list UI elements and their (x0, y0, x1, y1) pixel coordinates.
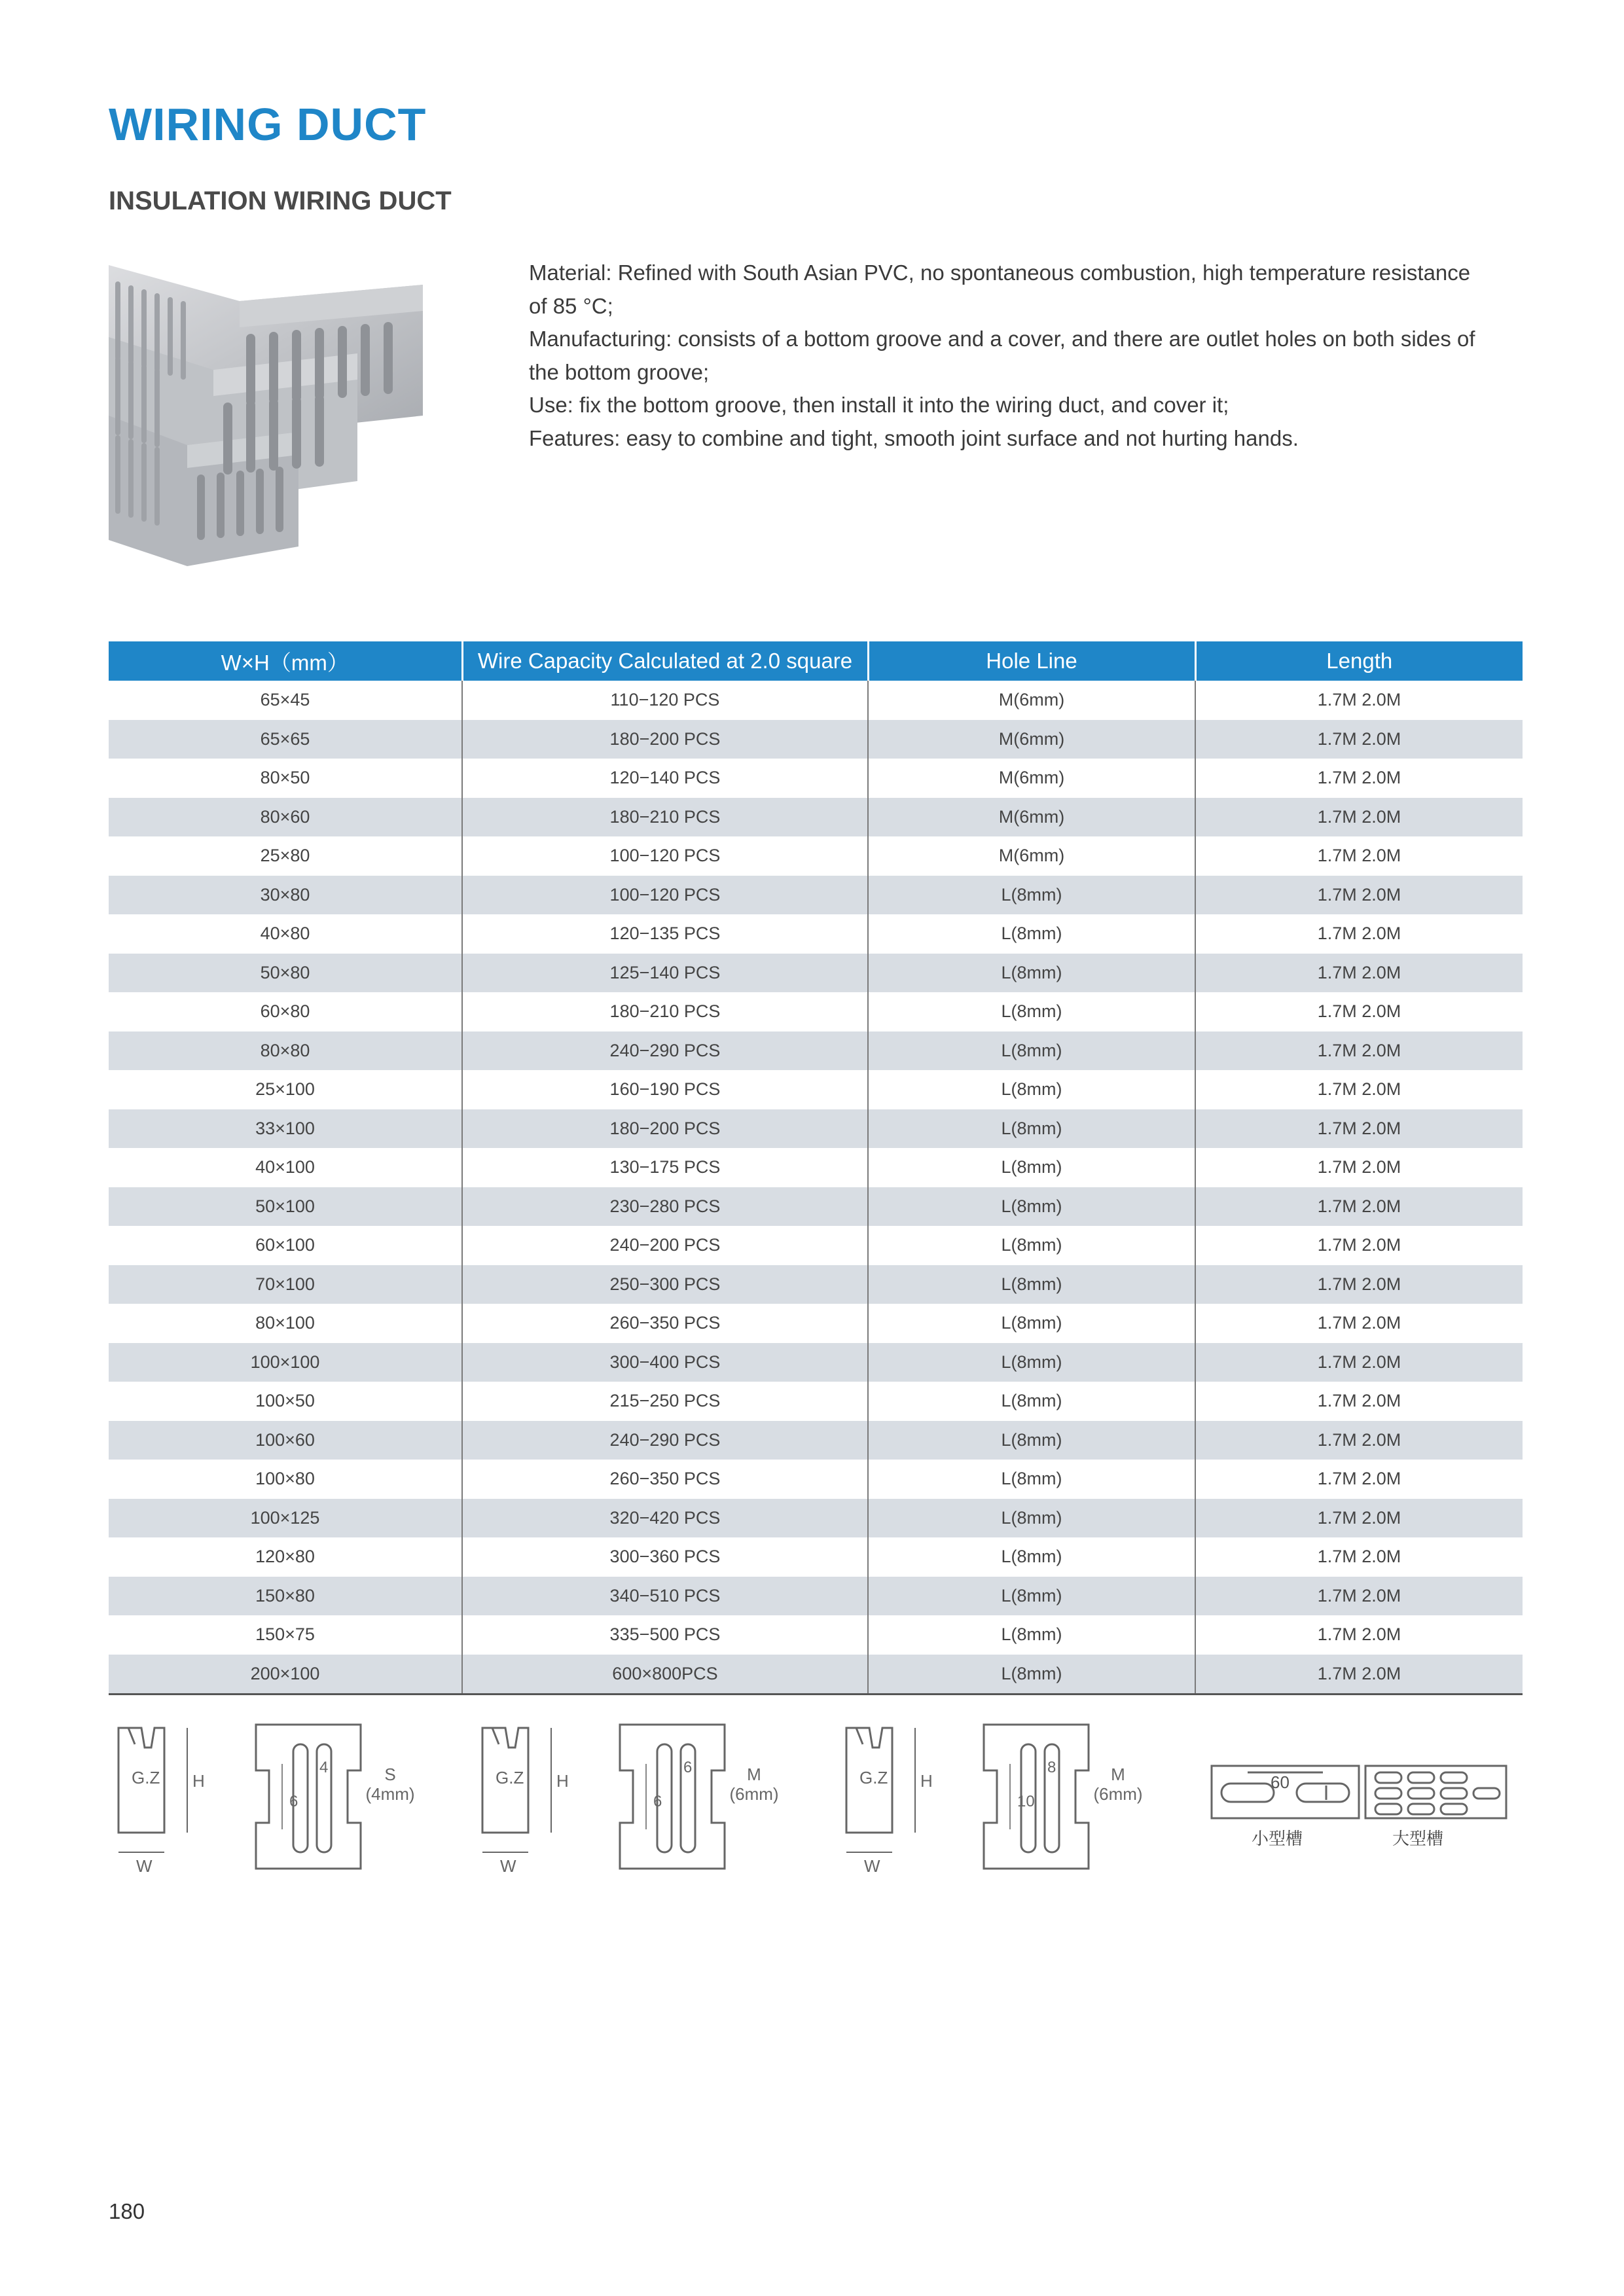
table-row (109, 1655, 1523, 1695)
cell-wire-capacity: 320−420 PCS (462, 1499, 868, 1538)
cell-wire-capacity: 180−210 PCS (462, 798, 868, 837)
header-hole-line: Hole Line (868, 641, 1195, 681)
cell-hole-line: L(8mm) (868, 992, 1195, 1031)
page-subtitle: INSULATION WIRING DUCT (109, 187, 452, 215)
hole-type-label: M (747, 1765, 761, 1784)
description-line: Manufacturing: consists of a bottom groove and a cover, and there are outlet holes on both sides of (529, 327, 1475, 351)
table-row (109, 1537, 1523, 1577)
cell-hole-line: M(6mm) (868, 759, 1195, 798)
table-row (109, 1265, 1523, 1304)
cell-size: 150×80 (109, 1577, 462, 1616)
cell-length: 1.7M 2.0M (1317, 1001, 1401, 1022)
cell-length: 1.7M 2.0M (1195, 1655, 1523, 1695)
cell-hole-line: L(8mm) (868, 1537, 1195, 1577)
cell-length: 1.7M 2.0M (1195, 954, 1523, 993)
description-line: Material: Refined with South Asian PVC, no spontaneous combustion, high temperature resistance (529, 260, 1471, 285)
cell-wire-capacity: 600×800PCS (462, 1655, 868, 1695)
slot-pitch-label: 8 (1047, 1759, 1056, 1776)
cell-size: 80×80 (109, 1031, 462, 1071)
cell-hole-line: L(8mm) (868, 1031, 1195, 1071)
cell-size: 60×100 (109, 1226, 462, 1265)
cell-size: 150×75 (109, 1615, 462, 1655)
cell-wire-capacity: 215−250 PCS (462, 1382, 868, 1421)
cell-wire-capacity: 230−280 PCS (462, 1187, 868, 1227)
slot-width-label: 10 (1017, 1793, 1035, 1810)
cell-length: 1.7M 2.0M (1195, 1109, 1523, 1149)
cell-hole-line: L(8mm) (868, 1421, 1195, 1460)
table-row (109, 914, 1523, 954)
cell-hole-line: L(8mm) (868, 1265, 1195, 1304)
cell-hole-line: L(8mm) (868, 954, 1195, 993)
cell-size: 50×80 (109, 954, 462, 993)
profile-diagrams (109, 1715, 1523, 1892)
height-label: H (556, 1771, 569, 1791)
table-row (109, 1070, 1523, 1109)
table-row (109, 1343, 1523, 1382)
cell-hole-line: M(6mm) (868, 681, 1195, 720)
table-row (109, 1382, 1523, 1421)
cell-length: 1.7M 2.0M (1195, 720, 1523, 759)
cell-length: 1.7M 2.0M (1195, 1499, 1523, 1538)
width-label: W (500, 1856, 516, 1876)
cell-wire-capacity: 110−120 PCS (462, 681, 868, 720)
cell-length: 1.7M 2.0M (1317, 924, 1401, 944)
page-number: 180 (109, 2199, 145, 2223)
cell-size: 100×60 (109, 1421, 462, 1460)
cell-size: 100×80 (109, 1460, 462, 1499)
hole-type-label: M (1111, 1765, 1125, 1784)
cell-size: 80×60 (109, 798, 462, 837)
cell-length: 1.7M 2.0M (1195, 1187, 1523, 1227)
table-row (109, 1615, 1523, 1655)
hole-type-size-label: (4mm) (365, 1784, 415, 1804)
cell-size: 40×100 (109, 1148, 462, 1187)
cell-size: 65×65 (109, 720, 462, 759)
table-row (109, 1031, 1523, 1071)
header-wire-capacity: Wire Capacity Calculated at 2.0 square (462, 641, 868, 681)
wiring-duct-image (109, 265, 423, 566)
page-title: WIRING DUCT (109, 99, 427, 150)
table-row (109, 798, 1523, 837)
cell-hole-line: L(8mm) (868, 1343, 1195, 1382)
cell-size: 100×100 (109, 1343, 462, 1382)
cell-length: 1.7M 2.0M (1317, 846, 1401, 866)
cell-length: 1.7M 2.0M (1317, 1547, 1401, 1567)
cell-length: 1.7M 2.0M (1195, 1031, 1523, 1071)
cell-size: 60×80 (109, 992, 462, 1031)
description-line: Use: fix the bottom groove, then install it into the wiring duct, and cover it; (529, 393, 1229, 417)
cell-hole-line: M(6mm) (868, 798, 1195, 837)
cell-size: 80×100 (109, 1304, 462, 1343)
cell-wire-capacity: 300−360 PCS (462, 1537, 868, 1577)
table-row (109, 720, 1523, 759)
cell-wire-capacity: 120−135 PCS (462, 914, 868, 954)
cell-length: 1.7M 2.0M (1195, 1421, 1523, 1460)
cell-size: 40×80 (109, 914, 462, 954)
table-row (109, 954, 1523, 993)
header-size: W×H（mm） (109, 641, 462, 681)
profile-label: G.Z (496, 1768, 524, 1787)
cell-hole-line: M(6mm) (868, 836, 1195, 876)
table-row (109, 1226, 1523, 1265)
cell-wire-capacity: 260−350 PCS (462, 1460, 868, 1499)
slot-width-label: 6 (653, 1793, 662, 1810)
slot-pitch-label: 6 (683, 1759, 693, 1776)
table-row (109, 1148, 1523, 1187)
description-line: Features: easy to combine and tight, smooth joint surface and not hurting hands. (529, 425, 1299, 450)
cell-wire-capacity: 335−500 PCS (462, 1615, 868, 1655)
cell-wire-capacity: 240−290 PCS (462, 1031, 868, 1071)
cell-hole-line: L(8mm) (868, 1187, 1195, 1227)
cell-hole-line: M(6mm) (868, 720, 1195, 759)
cell-hole-line: L(8mm) (868, 1148, 1195, 1187)
cell-length: 1.7M 2.0M (1317, 1079, 1401, 1100)
spec-table (109, 641, 1523, 1695)
large-slot-pattern (1365, 1766, 1506, 1818)
cell-wire-capacity: 125−140 PCS (462, 954, 868, 993)
cell-size: 80×50 (109, 759, 462, 798)
cell-length: 1.7M 2.0M (1317, 690, 1401, 710)
profile-diagram-group (118, 1725, 415, 1876)
cell-length: 1.7M 2.0M (1195, 1577, 1523, 1616)
cell-size: 65×45 (109, 681, 462, 720)
cell-wire-capacity: 100−120 PCS (462, 836, 868, 876)
cell-hole-line: L(8mm) (868, 914, 1195, 954)
cell-size: 25×80 (109, 836, 462, 876)
cell-size: 70×100 (109, 1265, 462, 1304)
hole-type-label: S (384, 1765, 396, 1784)
table-row (109, 1109, 1523, 1149)
cell-length: 1.7M 2.0M (1317, 1469, 1401, 1489)
small-slot-caption: 小型槽 (1251, 1829, 1303, 1849)
cell-wire-capacity: 180−200 PCS (462, 720, 868, 759)
table-row (109, 759, 1523, 798)
cell-wire-capacity: 260−350 PCS (462, 1304, 868, 1343)
hole-type-size-label: (6mm) (729, 1784, 779, 1804)
table-row (109, 1577, 1523, 1616)
table-row (109, 876, 1523, 915)
cell-size: 100×125 (109, 1499, 462, 1538)
cell-length: 1.7M 2.0M (1317, 768, 1401, 788)
table-body (109, 681, 1523, 1695)
cell-wire-capacity: 240−200 PCS (462, 1226, 868, 1265)
table-row (109, 1304, 1523, 1343)
cell-length: 1.7M 2.0M (1195, 798, 1523, 837)
cell-wire-capacity: 100−120 PCS (462, 876, 868, 915)
cell-hole-line: L(8mm) (868, 1070, 1195, 1109)
cell-wire-capacity: 240−290 PCS (462, 1421, 868, 1460)
profile-label: G.Z (859, 1768, 888, 1787)
cell-hole-line: L(8mm) (868, 1499, 1195, 1538)
slot-pitch-label: 4 (319, 1759, 329, 1776)
cell-hole-line: L(8mm) (868, 1655, 1195, 1695)
cell-hole-line: L(8mm) (868, 1109, 1195, 1149)
description-line: the bottom groove; (529, 359, 710, 384)
cell-wire-capacity: 130−175 PCS (462, 1148, 868, 1187)
table-row (109, 1499, 1523, 1538)
cell-size: 50×100 (109, 1187, 462, 1227)
description-line: of 85 °C; (529, 293, 613, 318)
large-slot-caption: 大型槽 (1392, 1829, 1444, 1849)
cell-wire-capacity: 180−210 PCS (462, 992, 868, 1031)
cell-hole-line: L(8mm) (868, 1615, 1195, 1655)
cell-hole-line: L(8mm) (868, 876, 1195, 915)
table-row (109, 836, 1523, 876)
cell-wire-capacity: 300−400 PCS (462, 1343, 868, 1382)
table-header-row (109, 641, 1523, 681)
cell-size: 200×100 (109, 1655, 462, 1695)
cell-hole-line: L(8mm) (868, 1226, 1195, 1265)
cell-size: 100×50 (109, 1382, 462, 1421)
profile-diagram-group (482, 1725, 779, 1876)
cell-length: 1.7M 2.0M (1317, 1391, 1401, 1411)
cell-wire-capacity: 180−200 PCS (462, 1109, 868, 1149)
slot-width-label: 6 (289, 1793, 298, 1810)
height-label: H (920, 1771, 933, 1791)
table-row (109, 681, 1523, 720)
table-row (109, 1187, 1523, 1227)
cell-length: 1.7M 2.0M (1317, 1624, 1401, 1645)
width-label: W (864, 1856, 880, 1876)
cell-hole-line: L(8mm) (868, 1382, 1195, 1421)
cell-hole-line: L(8mm) (868, 1577, 1195, 1616)
table-row (109, 1460, 1523, 1499)
header-length: Length (1195, 641, 1523, 681)
cell-length: 1.7M 2.0M (1317, 1157, 1401, 1177)
cell-size: 120×80 (109, 1537, 462, 1577)
cell-length: 1.7M 2.0M (1195, 1343, 1523, 1382)
table-row (109, 1421, 1523, 1460)
cell-size: 25×100 (109, 1070, 462, 1109)
height-label: H (192, 1771, 205, 1791)
cell-size: 30×80 (109, 876, 462, 915)
cell-size: 33×100 (109, 1109, 462, 1149)
cell-length: 1.7M 2.0M (1317, 1313, 1401, 1333)
cell-wire-capacity: 160−190 PCS (462, 1070, 868, 1109)
cell-length: 1.7M 2.0M (1195, 876, 1523, 915)
product-description (529, 257, 1524, 455)
cell-length: 1.7M 2.0M (1317, 1235, 1401, 1255)
small-slot-dimension: 60 (1271, 1772, 1290, 1792)
table-row (109, 992, 1523, 1031)
cell-hole-line: L(8mm) (868, 1460, 1195, 1499)
cell-hole-line: L(8mm) (868, 1304, 1195, 1343)
cell-wire-capacity: 340−510 PCS (462, 1577, 868, 1616)
cell-length: 1.7M 2.0M (1195, 1265, 1523, 1304)
cell-wire-capacity: 250−300 PCS (462, 1265, 868, 1304)
width-label: W (136, 1856, 153, 1876)
cell-wire-capacity: 120−140 PCS (462, 759, 868, 798)
profile-diagram-group (846, 1725, 1143, 1876)
hole-type-size-label: (6mm) (1093, 1784, 1143, 1804)
profile-label: G.Z (132, 1768, 160, 1787)
